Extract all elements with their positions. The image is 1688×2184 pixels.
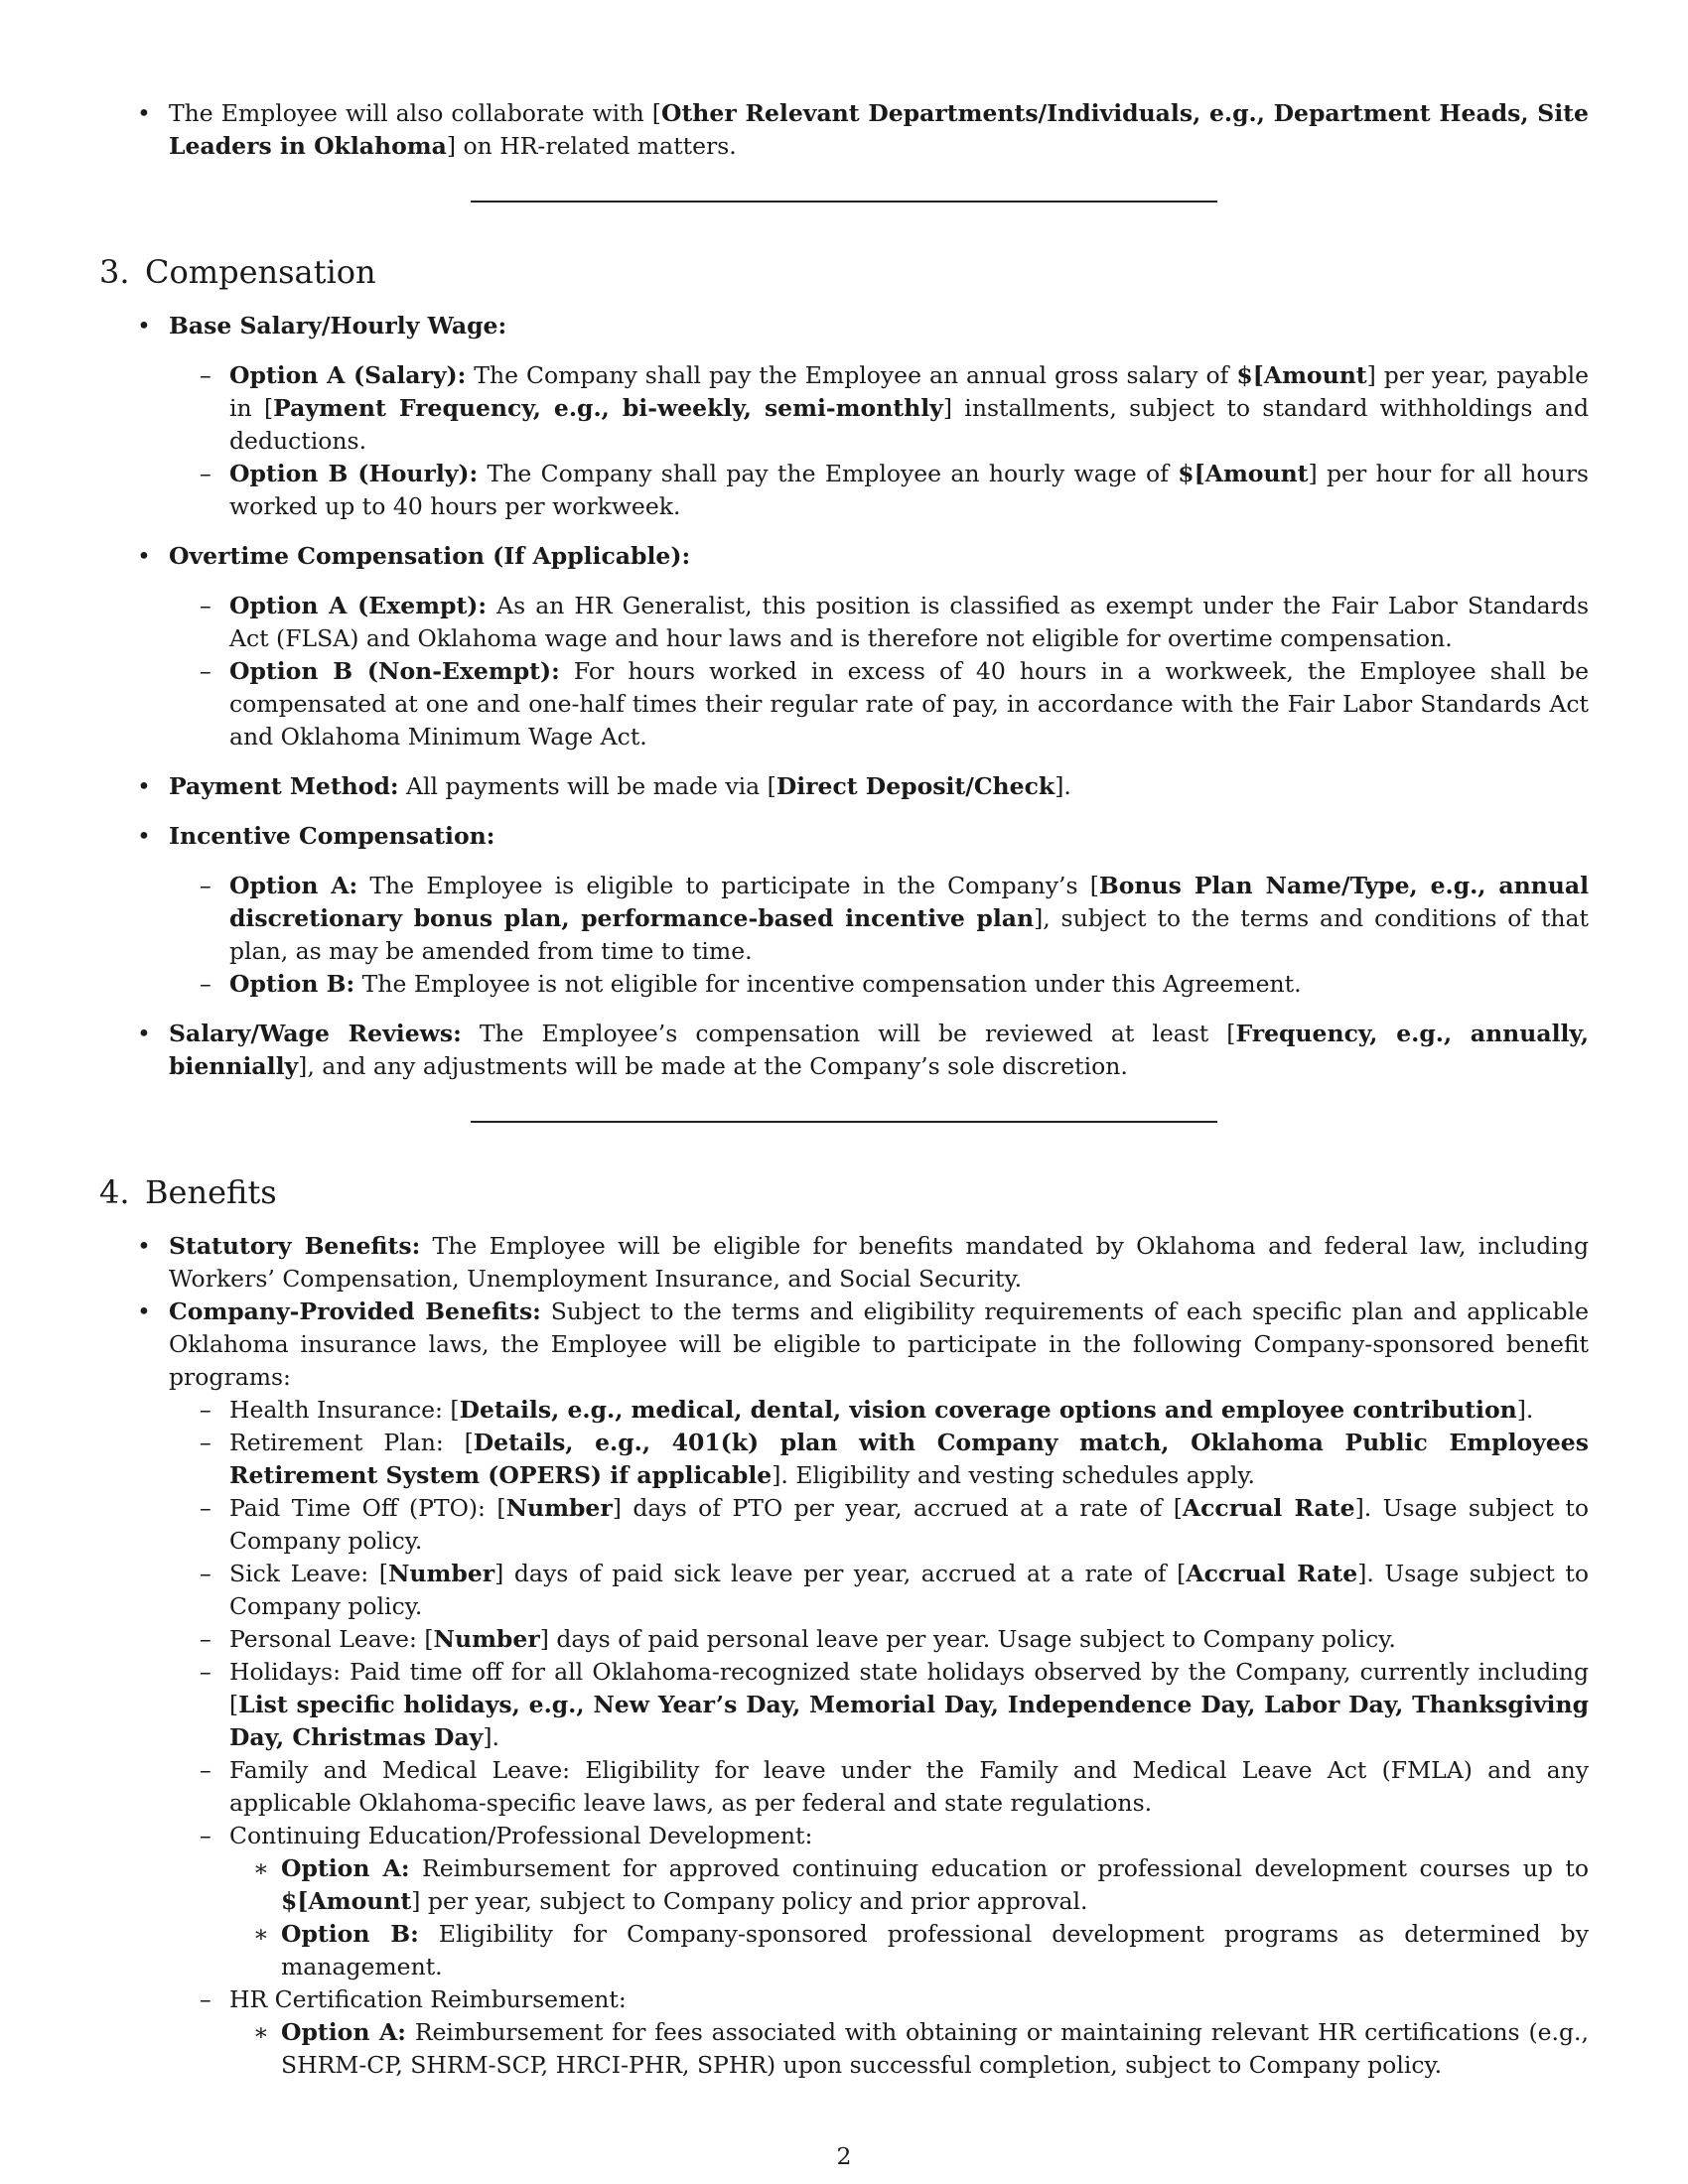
list-item: – Sick Leave: [Number] days of paid sick leave per year, accrued at a rate of [Accrual Rate]. Usage subject to Company policy. <box>169 1558 1589 1623</box>
intro-list <box>99 97 1589 163</box>
list-item: – Personal Leave: [Number] days of paid personal leave per year. Usage subject to Company policy. <box>169 1623 1589 1656</box>
list-item: • Company-Provided Benefits: Subject to the terms and eligibility requirements of each specific plan and applicable Oklahoma insurance laws, the Employee will be eligible to participate in the following Company-sponsored benefit programs: – Health Insurance: [Details, e.g., medical, dental, vision coverage options and employee contribution]. – Retirement Plan: [Details, e.g., 401(k) plan with Company match, Oklahoma Public Employees Retirement System (OPERS) if applicable]. Eligibility and vesting schedules apply. – Paid Time Off (PTO): [Number] days of PTO per year, accrued at a rate of [Accrual Rate]. Usage subject to Company policy. – Sick Leave: [Number] days of paid sick leave per year, accrued at a rate of [Accrual Rate]. Usage subject to Company policy. – Personal Leave: [Number] days of paid personal leave per year. Usage subject to Company policy. – Holidays: Paid time off for all Oklahoma-recognized state holidays observed by the Company, currently including [List specific holidays, e.g., New Year’s Day, Memorial Day, Independence Day, Labor Day, Thanksgiving Day, Christmas Day]. – Family and Medical Leave: Eligibility for leave under the Family and Medical Leave Act (FMLA) and any applicable Oklahoma-specific leave laws, as per federal and state regulations. – Continuing Education/Professional Development: ∗ Option A: Reimbursement for approved continuing education or professional development courses up to $[Amount] per year, subject to Company policy and prior approval. ∗ Option B: Eligibility for Company-sponsored professional development programs as determined by management. – HR Certification Reimbursement: ∗ Option A: Reimbursement for fees associated with obtaining or maintaining relevant HR certifications (e.g., SHRM-CP, SHRM-SCP, HRCI-PHR, SPHR) upon successful completion, subject to Company policy. <box>99 1296 1589 2082</box>
list-item: – Option A (Salary): The Company shall pay the Employee an annual gross salary of $[Amount] per year, payable in [Payment Frequency, e.g., bi-weekly, semi-monthly] installments, subject to standard withholdings and deductions. <box>169 359 1589 458</box>
page-number: 2 <box>836 2142 852 2170</box>
sublist <box>169 1394 1589 2082</box>
list-item: – Health Insurance: [Details, e.g., medical, dental, vision coverage options and employee contribution]. <box>169 1394 1589 1427</box>
list-item: – Option A: The Employee is eligible to participate in the Company’s [Bonus Plan Name/Type, e.g., annual discretionary bonus plan, performance-based incentive plan], subject to the terms and conditions of that plan, as may be amended from time to time. <box>169 870 1589 968</box>
list-item: • The Employee will also collaborate with [Other Relevant Departments/Individuals, e.g., Department Heads, Site Leaders in Oklahoma] on HR-related matters. <box>99 97 1589 163</box>
list-item: – Family and Medical Leave: Eligibility for leave under the Family and Medical Leave Act (FMLA) and any applicable Oklahoma-specific leave laws, as per federal and state regulations. <box>169 1754 1589 1820</box>
section-divider <box>471 1121 1217 1123</box>
list-item: – Option B: The Employee is not eligible for incentive compensation under this Agreement. <box>169 968 1589 1001</box>
sublist <box>169 870 1589 1001</box>
list-item: • Salary/Wage Reviews: The Employee’s compensation will be reviewed at least [Frequency, e.g., annually, biennially], and any adjustments will be made at the Company’s sole discretion. <box>99 1018 1589 1083</box>
list-item: • Payment Method: All payments will be made via [Direct Deposit/Check]. <box>99 770 1589 803</box>
section-divider <box>471 201 1217 203</box>
benefits-list <box>99 1230 1589 2082</box>
list-item: – Continuing Education/Professional Development: ∗ Option A: Reimbursement for approved continuing education or professional development courses up to $[Amount] per year, subject to Company policy and prior approval. ∗ Option B: Eligibility for Company-sponsored professional development programs as determined by management. <box>169 1820 1589 1983</box>
list-item: – Option A (Exempt): As an HR Generalist, this position is classified as exempt under the Fair Labor Standards Act (FLSA) and Oklahoma wage and hour laws and is therefore not eligible for overtime compensation. <box>169 590 1589 655</box>
list-item: – HR Certification Reimbursement: ∗ Option A: Reimbursement for fees associated with obtaining or maintaining relevant HR certifications (e.g., SHRM-CP, SHRM-SCP, HRCI-PHR, SPHR) upon successful completion, subject to Company policy. <box>169 1983 1589 2082</box>
list-item: • Incentive Compensation: – Option A: The Employee is eligible to participate in the Company’s [Bonus Plan Name/Type, e.g., annual discretionary bonus plan, performance-based incentive plan], subject to the terms and conditions of that plan, as may be amended from time to time. – Option B: The Employee is not eligible for incentive compensation under this Agreement. <box>99 820 1589 1001</box>
list-item: – Option B (Non-Exempt): For hours worked in excess of 40 hours in a workweek, the Employee shall be compensated at one and one-half times their regular rate of pay, in accordance with the Fair Labor Standards Act and Oklahoma Minimum Wage Act. <box>169 655 1589 753</box>
list-item: – Paid Time Off (PTO): [Number] days of PTO per year, accrued at a rate of [Accrual Rate]. Usage subject to Company policy. <box>169 1492 1589 1558</box>
list-item: ∗ Option A: Reimbursement for approved continuing education or professional development courses up to $[Amount] per year, subject to Company policy and prior approval. <box>229 1852 1589 1918</box>
list-item: ∗ Option B: Eligibility for Company-sponsored professional development programs as determined by management. <box>229 1918 1589 1983</box>
compensation-list <box>99 310 1589 1083</box>
sublist <box>169 590 1589 753</box>
sublist <box>169 359 1589 523</box>
sublist <box>229 1852 1589 1983</box>
list-item: • Base Salary/Hourly Wage: – Option A (Salary): The Company shall pay the Employee an annual gross salary of $[Amount] per year, payable in [Payment Frequency, e.g., bi-weekly, semi-monthly] installments, subject to standard withholdings and deductions. – Option B (Hourly): The Company shall pay the Employee an hourly wage of $[Amount] per hour for all hours worked up to 40 hours per workweek. <box>99 310 1589 523</box>
list-item: – Retirement Plan: [Details, e.g., 401(k) plan with Company match, Oklahoma Public Employees Retirement System (OPERS) if applicable]. Eligibility and vesting schedules apply. <box>169 1427 1589 1492</box>
list-item: – Option B (Hourly): The Company shall pay the Employee an hourly wage of $[Amount] per hour for all hours worked up to 40 hours per workweek. <box>169 458 1589 523</box>
list-item: – Holidays: Paid time off for all Oklahoma-recognized state holidays observed by the Company, currently including [List specific holidays, e.g., New Year’s Day, Memorial Day, Independence Day, Labor Day, Thanksgiving Day, Christmas Day]. <box>169 1656 1589 1754</box>
list-item: • Overtime Compensation (If Applicable): – Option A (Exempt): As an HR Generalist, this position is classified as exempt under the Fair Labor Standards Act (FLSA) and Oklahoma wage and hour laws and is therefore not eligible for overtime compensation. – Option B (Non-Exempt): For hours worked in excess of 40 hours in a workweek, the Employee shall be compensated at one and one-half times their regular rate of pay, in accordance with the Fair Labor Standards Act and Oklahoma Minimum Wage Act. <box>99 540 1589 753</box>
section-heading-benefits: 4. Benefits <box>99 1173 277 1211</box>
list-item: • Statutory Benefits: The Employee will be eligible for benefits mandated by Oklahoma and federal law, including Workers’ Compensation, Unemployment Insurance, and Social Security. <box>99 1230 1589 1296</box>
list-item: ∗ Option A: Reimbursement for fees associated with obtaining or maintaining relevant HR certifications (e.g., SHRM-CP, SHRM-SCP, HRCI-PHR, SPHR) upon successful completion, subject to Company policy. <box>229 2016 1589 2082</box>
sublist <box>229 2016 1589 2082</box>
page-content <box>99 97 1589 2082</box>
section-heading-compensation: 3. Compensation <box>99 253 376 291</box>
